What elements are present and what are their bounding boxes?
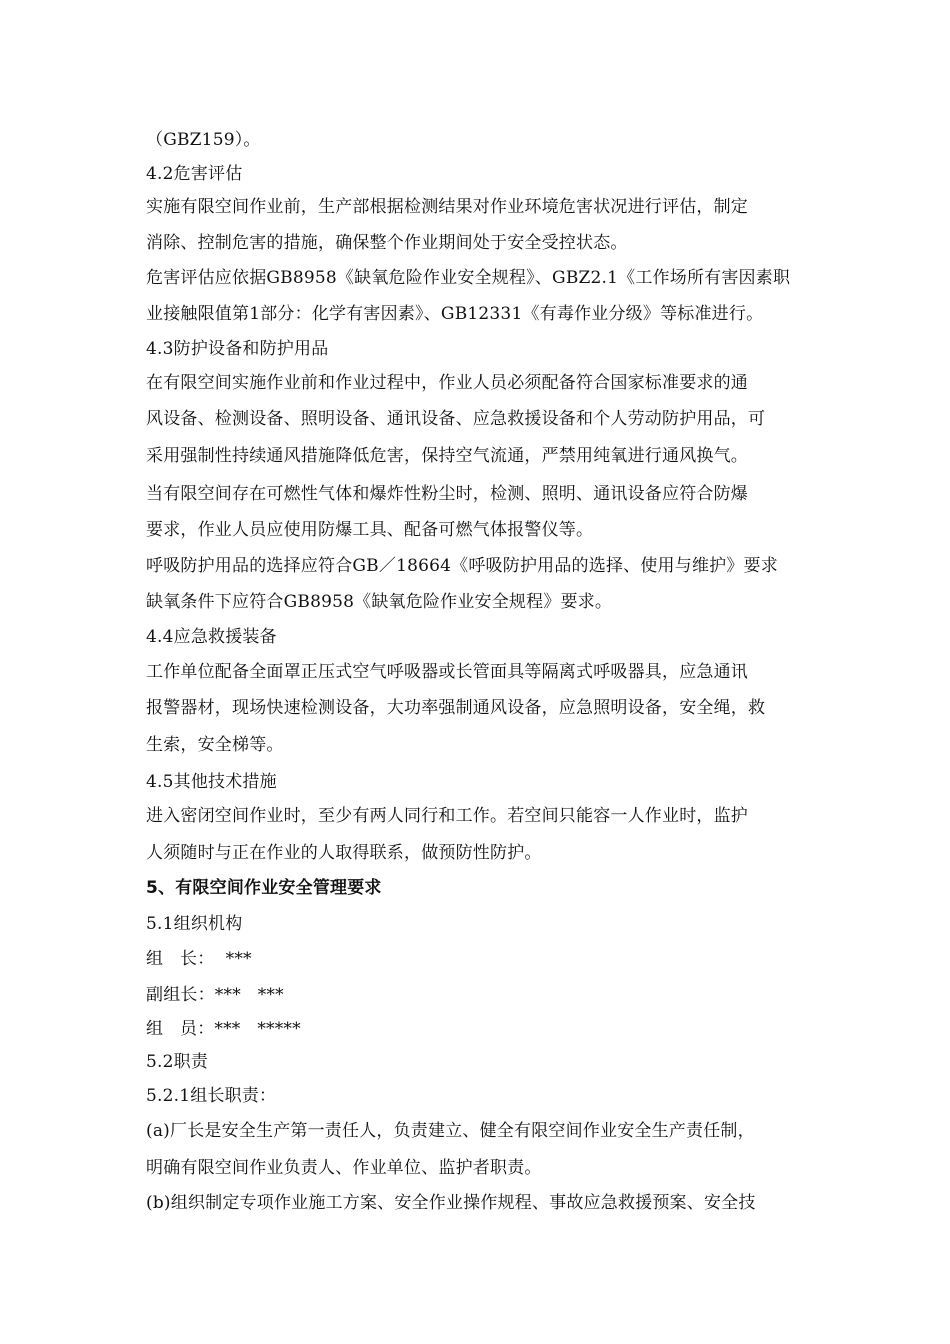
text-line: 当有限空间存在可燃性气体和爆炸性粉尘时，检测、照明、通讯设备应符合防爆	[146, 484, 748, 504]
section-heading-4-4: 4.4应急救援装备	[146, 627, 277, 647]
text-line: 业接触限值第1部分：化学有害因素》、GB12331《有毒作业分级》等标准进行。	[146, 304, 764, 324]
text-line: (b)组织制定专项作业施工方案、安全作业操作规程、事故应急救援预案、安全技	[146, 1193, 756, 1213]
text-line: 生索，安全梯等。	[146, 735, 284, 755]
section-heading-5-2: 5.2职责	[146, 1052, 209, 1072]
section-heading-4-2: 4.2危害评估	[146, 164, 243, 184]
text-line: 采用强制性持续通风措施降低危害，保持空气流通，严禁用纯氧进行通风换气。	[146, 446, 748, 466]
team-members-line: 组 员：*** *****	[146, 1019, 301, 1039]
text-line: 人须随时与正在作业的人取得联系，做预防性防护。	[146, 843, 542, 863]
text-line: 危害评估应依据GB8958《缺氧危险作业安全规程》、GBZ2.1《工作场所有害因素职	[146, 268, 791, 288]
text-line: 要求，作业人员应使用防爆工具、配备可燃气体报警仪等。	[146, 520, 594, 540]
section-heading-5-1: 5.1组织机构	[146, 914, 243, 934]
text-line: 呼吸防护用品的选择应符合GB／18664《呼吸防护用品的选择、使用与维护》要求	[146, 556, 778, 576]
section-heading-4-5: 4.5其他技术措施	[146, 772, 277, 792]
text-line: 工作单位配备全面罩正压式空气呼吸器或长管面具等隔离式呼吸器具，应急通讯	[146, 662, 748, 682]
text-line: 在有限空间实施作业前和作业过程中，作业人员必须配备符合国家标准要求的通	[146, 373, 748, 393]
text-line: 风设备、检测设备、照明设备、通讯设备、应急救援设备和个人劳动防护用品，可	[146, 409, 766, 429]
team-leader-line: 组 长： ***	[146, 949, 252, 969]
text-line: (a)厂长是安全生产第一责任人，负责建立、健全有限空间作业安全生产责任制，	[146, 1121, 755, 1141]
text-line: 实施有限空间作业前，生产部根据检测结果对作业环境危害状况进行评估，制定	[146, 197, 748, 217]
text-line: 报警器材，现场快速检测设备，大功率强制通风设备，应急照明设备，安全绳，救	[146, 698, 766, 718]
section-heading-4-3: 4.3防护设备和防护用品	[146, 339, 329, 359]
deputy-leader-line: 副组长：*** ***	[146, 985, 284, 1005]
section-heading-5: 5、有限空间作业安全管理要求	[146, 878, 382, 898]
text-line: 明确有限空间作业负责人、作业单位、监护者职责。	[146, 1158, 542, 1178]
text-line: （GBZ159）。	[146, 130, 261, 150]
section-heading-5-2-1: 5.2.1组长职责：	[146, 1086, 277, 1106]
text-line: 缺氧条件下应符合GB8958《缺氧危险作业安全规程》要求。	[146, 592, 613, 612]
text-line: 进入密闭空间作业时，至少有两人同行和工作。若空间只能容一人作业时，监护	[146, 806, 748, 826]
text-line: 消除、控制危害的措施，确保整个作业期间处于安全受控状态。	[146, 233, 628, 253]
